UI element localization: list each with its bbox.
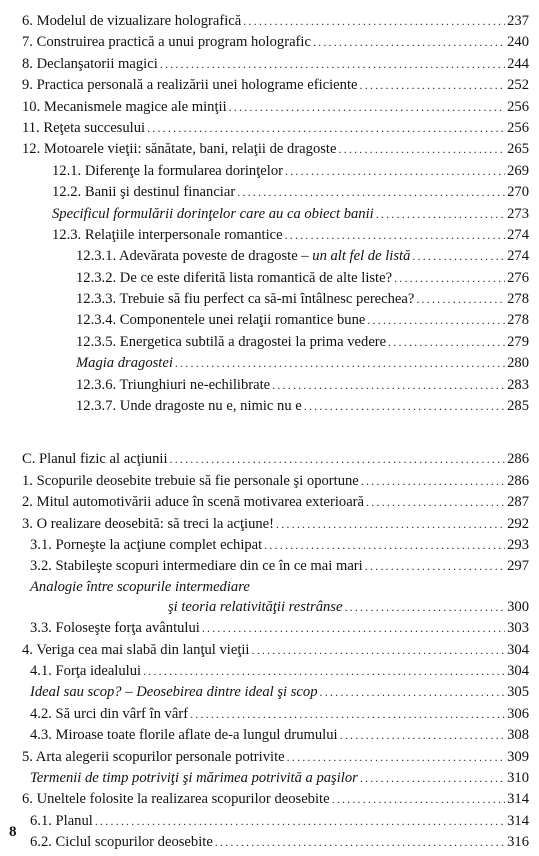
dot-leader bbox=[147, 118, 505, 139]
toc-entry-title bbox=[30, 618, 200, 639]
toc-entry-title bbox=[22, 32, 311, 53]
toc-entry-title bbox=[168, 597, 342, 618]
toc-entry-title bbox=[22, 471, 359, 492]
toc-entry bbox=[22, 182, 529, 203]
toc-page-number: 297 bbox=[507, 558, 529, 575]
toc-entry bbox=[22, 747, 529, 768]
toc-page-number: 305 bbox=[507, 684, 529, 701]
toc-entry bbox=[22, 204, 529, 225]
toc-entry-text: 4.2. Să urci din vârf în vârf bbox=[30, 705, 189, 722]
toc-entry-title bbox=[22, 789, 330, 810]
toc-page-number: 273 bbox=[507, 205, 529, 222]
toc-page-number: 274 bbox=[507, 226, 529, 243]
toc-entry-title bbox=[30, 832, 213, 853]
toc-entry-text: 12.1. Diferenţe la formularea dorinţelor bbox=[52, 162, 283, 179]
dot-leader bbox=[175, 353, 505, 374]
toc-entry bbox=[22, 514, 529, 535]
toc-page-number: 279 bbox=[507, 333, 529, 350]
dot-leader bbox=[285, 225, 506, 246]
toc-entry-title bbox=[76, 246, 410, 267]
toc-entry-text: 12.3.1. Adevărata poveste de dragoste – bbox=[76, 248, 313, 265]
toc-entry-title bbox=[30, 768, 358, 789]
toc-entry bbox=[22, 310, 529, 331]
toc-entry-text: Magia dragostei bbox=[76, 355, 173, 372]
toc-entry-text: 9. Practica personală a realizării unei holograme eficiente bbox=[22, 77, 358, 94]
toc-entry-text: 12.3.3. Trebuie să fiu perfect ca să-mi întâlnesc perechea? bbox=[76, 291, 415, 308]
toc-entry-text: 8. Declanşatorii magici bbox=[22, 55, 158, 72]
toc-entry-title bbox=[22, 54, 158, 75]
toc-page-number: 269 bbox=[507, 162, 529, 179]
toc-entry-text: 12.3.6. Triunghiuri ne-echilibrate bbox=[76, 376, 271, 393]
toc-entry bbox=[22, 32, 529, 53]
toc-entry-text: 4.3. Miroase toate florile aflate de-a lungul drumului bbox=[30, 727, 338, 744]
toc-entry bbox=[22, 535, 529, 556]
toc-page-number: 309 bbox=[507, 748, 529, 765]
toc-entry-title bbox=[30, 535, 262, 556]
toc-entry-text: 3. O realizare deosebită: să treci la acţiune! bbox=[22, 515, 275, 532]
toc-entry-title bbox=[76, 375, 270, 396]
toc-entry-text: 2. Mitul automotivării aduce în scenă motivarea exterioară bbox=[22, 494, 365, 511]
dot-leader bbox=[338, 139, 505, 160]
dot-leader bbox=[276, 514, 505, 535]
dot-leader bbox=[190, 704, 505, 725]
toc-entry-title bbox=[22, 139, 336, 160]
toc-entry-title bbox=[76, 289, 414, 310]
toc-entry-text: şi teoria relativităţii restrânse bbox=[168, 598, 343, 615]
toc-entry-title bbox=[30, 556, 363, 577]
dot-leader bbox=[215, 832, 505, 853]
toc-entry bbox=[22, 578, 529, 597]
toc-page-number: 293 bbox=[507, 536, 529, 553]
dot-leader bbox=[367, 310, 505, 331]
toc-entry-title bbox=[30, 725, 338, 746]
toc-entry bbox=[22, 618, 529, 639]
toc-entry-title bbox=[52, 225, 283, 246]
toc-entry-text: 11. Reţeta succesului bbox=[22, 119, 146, 136]
toc-entry bbox=[22, 492, 529, 513]
toc-entry-title bbox=[30, 811, 93, 832]
dot-leader bbox=[366, 492, 505, 513]
toc-entry-title bbox=[22, 514, 274, 535]
toc-entry-text: 12.3.7. Unde dragoste nu e, nimic nu e bbox=[76, 398, 302, 415]
dot-leader bbox=[160, 54, 505, 75]
toc-page-number: 303 bbox=[507, 620, 529, 637]
toc-entry bbox=[22, 449, 529, 470]
toc-entry-text: 12.3.2. De ce este diferită lista romantică de alte liste? bbox=[76, 269, 393, 286]
toc-entry-text: 6.2. Ciclul scopurilor deosebite bbox=[30, 834, 213, 851]
dot-leader bbox=[237, 182, 505, 203]
page-number: 8 bbox=[9, 824, 17, 840]
toc-entry-title bbox=[22, 747, 285, 768]
toc-page-number: 278 bbox=[507, 291, 529, 308]
toc-entry-text: 12.3. Relaţiile interpersonale romantice bbox=[52, 226, 283, 243]
toc-entry-text: 6. Modelul de vizualizare holografică bbox=[22, 13, 242, 29]
dot-leader bbox=[320, 682, 506, 703]
toc-entry-text: 6.1. Planul bbox=[30, 812, 93, 829]
toc-page-number: 278 bbox=[507, 312, 529, 329]
toc-entry-title bbox=[76, 332, 386, 353]
toc-entry-text: 7. Construirea practică a unui program holografic bbox=[22, 34, 311, 51]
toc-entry-text: 3.2. Stabileşte scopuri intermediare din ce în ce mai mari bbox=[30, 558, 363, 575]
toc-entry-text: 4.1. Forţa idealului bbox=[30, 662, 142, 679]
toc-entry bbox=[22, 353, 529, 374]
toc-page-number: 252 bbox=[507, 77, 529, 94]
toc-page-number: 314 bbox=[507, 812, 529, 829]
toc-page-number: 270 bbox=[507, 184, 529, 201]
dot-leader bbox=[376, 204, 505, 225]
toc-entry-text: 5. Arta alegerii scopurilor personale potrivite bbox=[22, 748, 285, 765]
dot-leader bbox=[285, 161, 505, 182]
toc-entry bbox=[22, 725, 529, 746]
toc-page-number: 300 bbox=[507, 598, 529, 615]
toc-page-number: 304 bbox=[507, 662, 529, 679]
dot-leader bbox=[243, 11, 505, 32]
toc-entry-text: 12.3.4. Componentele unei relaţii romantice bune bbox=[76, 312, 366, 329]
toc-entry-emphasis: un alt fel de listă bbox=[312, 248, 411, 265]
toc-entry bbox=[22, 375, 529, 396]
toc-page-number: 265 bbox=[507, 141, 529, 158]
dot-leader bbox=[344, 597, 505, 618]
toc-page-number: 292 bbox=[507, 515, 529, 532]
toc-entry-title bbox=[30, 661, 141, 682]
toc-entry bbox=[22, 640, 529, 661]
toc-entry bbox=[22, 268, 529, 289]
toc-entry-title bbox=[22, 11, 241, 32]
toc-entry bbox=[22, 597, 529, 618]
toc-entry bbox=[22, 682, 529, 703]
toc-entry-text: C. Planul fizic al acţiunii bbox=[22, 451, 168, 468]
toc-entry bbox=[22, 246, 529, 267]
toc-entry-text: 6. Uneltele folosite la realizarea scopurilor deosebite bbox=[22, 791, 330, 808]
toc-page-number: 310 bbox=[507, 769, 529, 786]
toc-entry bbox=[22, 332, 529, 353]
dot-leader bbox=[304, 396, 505, 417]
toc-entry-text: 1. Scopurile deosebite trebuie să fie personale şi oportune bbox=[22, 472, 359, 489]
toc-entry-text: 3.1. Porneşte la acţiune complet echipat bbox=[30, 536, 263, 553]
toc-entry-title bbox=[76, 268, 392, 289]
toc-entry-title bbox=[22, 449, 168, 470]
toc-entry-text: 12. Motoarele vieţii: sănătate, bani, relaţii de dragoste bbox=[22, 141, 337, 158]
dot-leader bbox=[287, 747, 506, 768]
dot-leader bbox=[229, 97, 505, 118]
toc-entry-title bbox=[22, 118, 145, 139]
dot-leader bbox=[365, 556, 505, 577]
toc-page-number: 304 bbox=[507, 641, 529, 658]
toc-entry-title bbox=[30, 704, 188, 725]
toc-entry bbox=[22, 289, 529, 310]
dot-leader bbox=[360, 768, 505, 789]
toc-page-number: 280 bbox=[507, 355, 529, 372]
toc-entry-title bbox=[76, 310, 365, 331]
toc-page-number: 285 bbox=[507, 398, 529, 415]
toc-entry bbox=[22, 704, 529, 725]
dot-leader bbox=[170, 449, 506, 470]
toc-entry bbox=[22, 118, 529, 139]
toc-entry-text: Specificul formulării dorinţelor care au ca obiect banii bbox=[52, 205, 374, 222]
dot-leader bbox=[361, 471, 505, 492]
toc-entry bbox=[22, 811, 529, 832]
toc-page-number: 274 bbox=[507, 248, 529, 265]
toc-entry bbox=[22, 789, 529, 810]
toc-entry bbox=[22, 225, 529, 246]
dot-leader bbox=[360, 75, 506, 96]
dot-leader bbox=[394, 268, 505, 289]
toc-page-number: 256 bbox=[507, 98, 529, 115]
toc-entry-title bbox=[30, 682, 318, 703]
toc-page-number: 237 bbox=[507, 13, 529, 29]
toc-entry-title bbox=[30, 578, 250, 597]
dot-leader bbox=[416, 289, 505, 310]
toc-entry bbox=[22, 556, 529, 577]
dot-leader bbox=[332, 789, 506, 810]
toc-entry bbox=[22, 396, 529, 417]
toc-page-number: 240 bbox=[507, 34, 529, 51]
dot-leader bbox=[388, 332, 505, 353]
dot-leader bbox=[272, 375, 505, 396]
toc-entry bbox=[22, 97, 529, 118]
toc-entry-title bbox=[22, 75, 358, 96]
toc-entry bbox=[22, 139, 529, 160]
toc-entry-text: 12.2. Banii şi destinul financiar bbox=[52, 184, 236, 201]
dot-leader bbox=[313, 32, 505, 53]
dot-leader bbox=[143, 661, 505, 682]
toc-page-number: 286 bbox=[507, 451, 529, 468]
toc-entry-title bbox=[22, 492, 364, 513]
toc-page-number: 287 bbox=[507, 494, 529, 511]
table-of-contents bbox=[22, 11, 529, 853]
toc-page-number: 316 bbox=[507, 834, 529, 851]
toc-page-number: 306 bbox=[507, 705, 529, 722]
toc-entry-text: Ideal sau scop? – Deosebirea dintre ideal şi scop bbox=[30, 684, 318, 701]
toc-entry bbox=[22, 54, 529, 75]
toc-entry-text: 10. Mecanismele magice ale minţii bbox=[22, 98, 227, 115]
toc-entry bbox=[22, 768, 529, 789]
toc-entry-text: 3.3. Foloseşte forţa avântului bbox=[30, 620, 200, 637]
toc-entry bbox=[22, 11, 529, 32]
toc-page-number: 286 bbox=[507, 472, 529, 489]
toc-page-number: 314 bbox=[507, 791, 529, 808]
dot-leader bbox=[264, 535, 505, 556]
dot-leader bbox=[340, 725, 506, 746]
toc-entry-title bbox=[76, 353, 173, 374]
toc-entry bbox=[22, 161, 529, 182]
toc-entry-title bbox=[52, 161, 283, 182]
toc-page-number: 283 bbox=[507, 376, 529, 393]
toc-entry-title bbox=[22, 640, 250, 661]
toc-entry bbox=[22, 75, 529, 96]
toc-entry-title bbox=[22, 97, 227, 118]
dot-leader bbox=[412, 246, 505, 267]
toc-entry-title bbox=[52, 182, 235, 203]
toc-entry bbox=[22, 661, 529, 682]
toc-entry-text: 4. Veriga cea mai slabă din lanţul vieţii bbox=[22, 641, 250, 658]
toc-page-number: 256 bbox=[507, 119, 529, 136]
toc-entry bbox=[22, 471, 529, 492]
toc-page-number: 308 bbox=[507, 727, 529, 744]
toc-entry-title bbox=[76, 396, 302, 417]
toc-entry bbox=[22, 832, 529, 853]
toc-page-number: 244 bbox=[507, 55, 529, 72]
dot-leader bbox=[95, 811, 505, 832]
toc-entry-text: Termenii de timp potriviţi şi mărimea potrivită a paşilor bbox=[30, 769, 358, 786]
toc-entry-text: 12.3.5. Energetica subtilă a dragostei la prima vedere bbox=[76, 333, 387, 350]
toc-entry-title bbox=[52, 204, 374, 225]
dot-leader bbox=[202, 618, 505, 639]
toc-entry-text: Analogie între scopurile intermediare bbox=[30, 578, 250, 595]
dot-leader bbox=[252, 640, 506, 661]
toc-page-number: 276 bbox=[507, 269, 529, 286]
